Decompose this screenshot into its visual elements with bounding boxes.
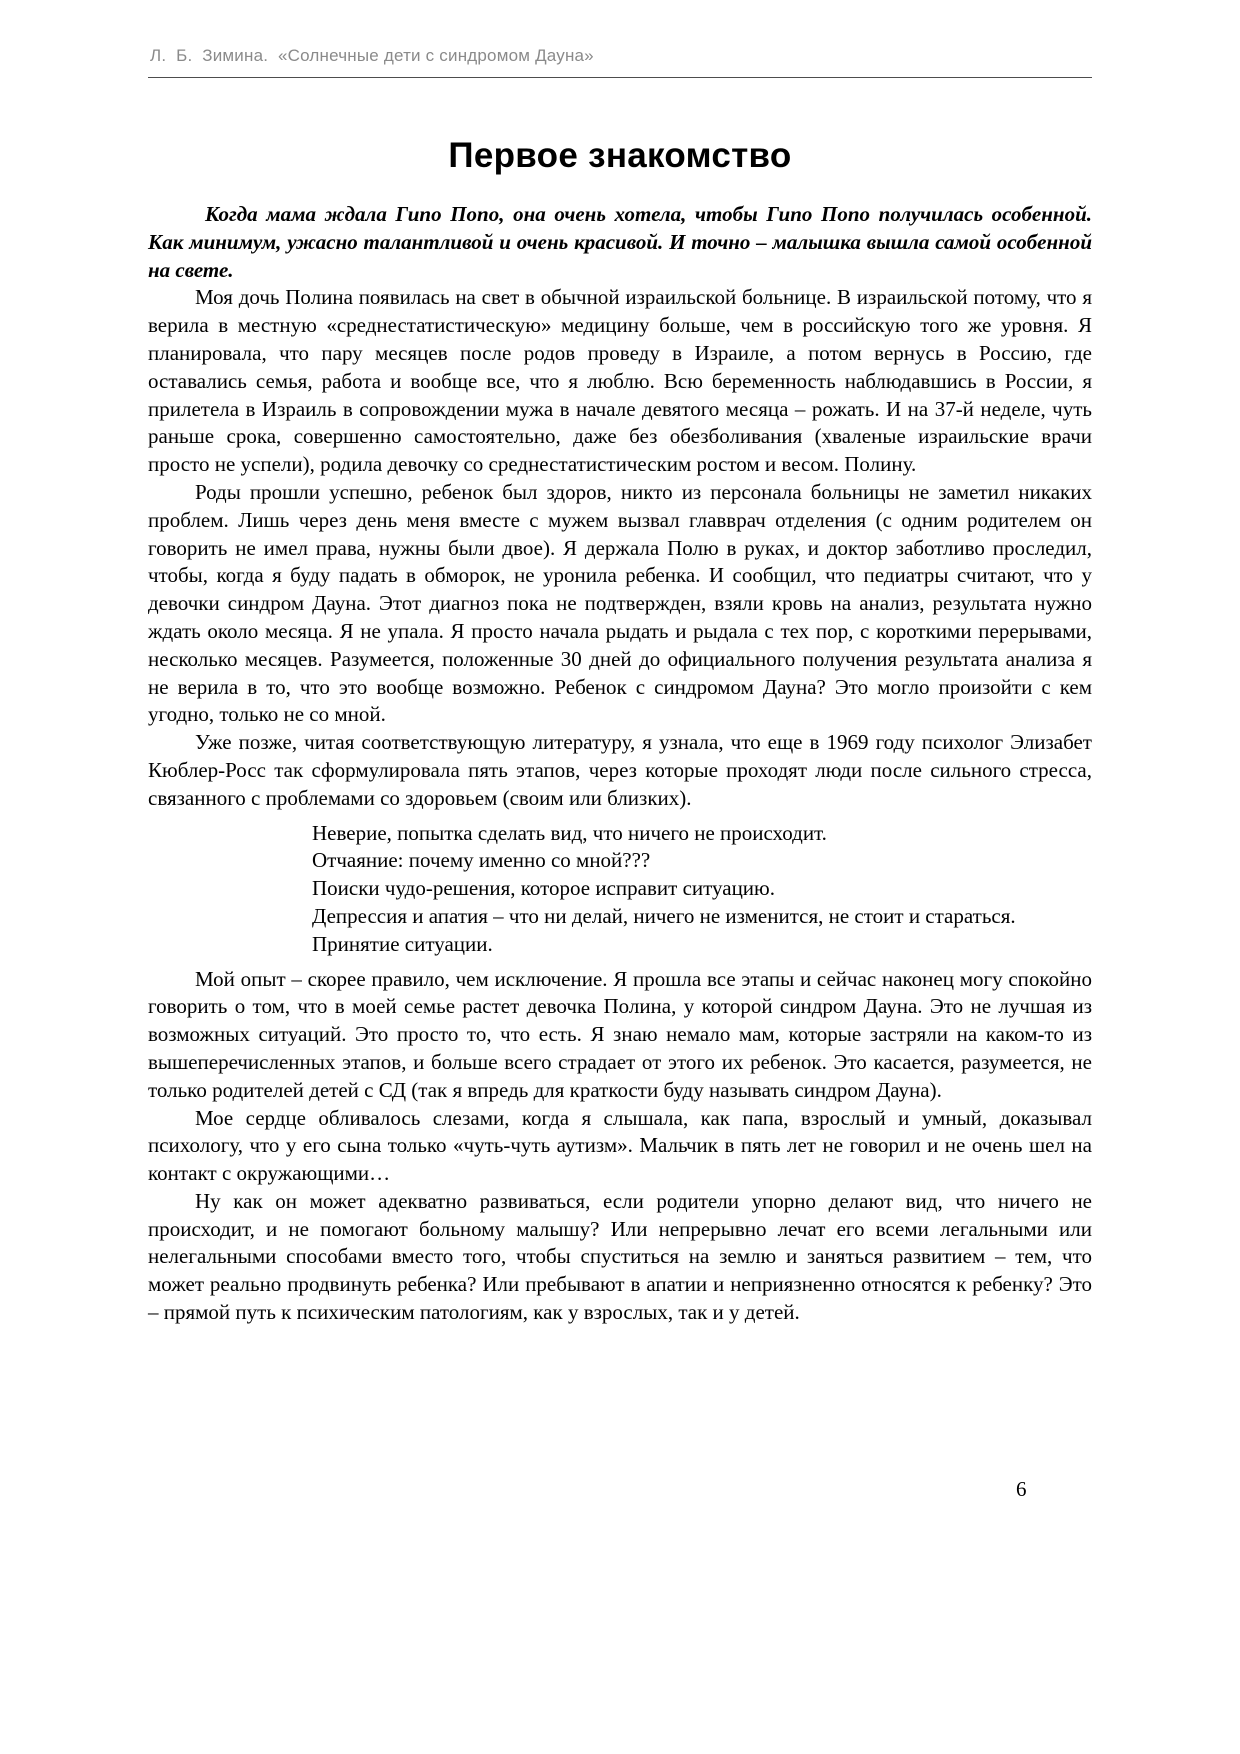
epigraph: Когда мама ждала Гипо Попо, она очень хотела, чтобы Гипо Попо получилась особенной. Как минимум, ужасно талантливой и очень красивой. И точно – малышка вышла самой особенной на свете. [148,202,1092,282]
stage-item: Принятие ситуации. [312,931,493,956]
stages-list [265,820,1092,959]
stage-item: Отчаяние: почему именно со мной??? [312,848,651,873]
paragraph: Ну как он может адекватно развиваться, если родители упорно делают вид, что ничего не происходит, и не помогают больному малышу? Или непрерывно лечат его всеми легальными или нелегальными способами вместо того, чтобы спуститься на землю и заняться развитием – тем, что может реально продвинуть ребенка? Или пребывают в апатии и неприязненно относятся к ребенку? Это – прямой путь к психическим патологиям, как у взрослых, так и у детей. [148,1188,1092,1325]
stage-item: Неверие, попытка сделать вид, что ничего не происходит. [312,820,827,845]
header-divider [148,77,1092,78]
chapter-body [148,201,1092,1327]
running-title: Л. Б. Зимина. «Солнечные дети с синдромом Дауна» [150,46,594,65]
paragraph: Уже позже, читая соответствующую литературу, я узнала, что еще в 1969 году психолог Элизабет Кюблер-Росс так сформулировала пять этапов, через которые проходят люди после сильного стресса, связанного с проблемами со здоровьем (своим или близких). [148,730,1092,810]
paragraph: Роды прошли успешно, ребенок был здоров, никто из персонала больницы не заметил никаких проблем. Лишь через день меня вместе с мужем вызвал главврач отделения (с одним родителем он говорить не имел права, нужны были двое). Я держала Полю в руках, и доктор заботливо проследил, чтобы, когда я буду падать в обморок, не уронила ребенка. И сообщил, что педиатры считают, что у девочки синдром Дауна. Этот диагноз пока не подтвержден, взяли кровь на анализ, результата нужно ждать около месяца. Я не упала. Я просто начала рыдать и рыдала с тех пор, с короткими перерывами, несколько месяцев. Разумеется, положенные 30 дней до официального получения результата анализа я не верила в то, что это вообще возможно. Ребенок с синдромом Дауна? Это могло произойти с кем угодно, только не со мной. [148,479,1092,727]
page-number: 6 [1016,1477,1027,1501]
stage-item: Поиски чудо-решения, которое исправит ситуацию. [312,876,775,901]
paragraph: Мое сердце обливалось слезами, когда я слышала, как папа, взрослый и умный, доказывал психологу, что у его сына только «чуть-чуть аутизм». Мальчик в пять лет не говорил и не очень шел на контакт с окружающими… [148,1105,1092,1186]
paragraph: Мой опыт – скорее правило, чем исключение. Я прошла все этапы и сейчас наконец могу спокойно говорить о том, что в моей семье растет девочка Полина, у которой синдром Дауна. Это не лучшая из возможных ситуаций. Это просто то, что есть. Я знаю немало мам, которые застряли на каком-то из вышеперечисленных этапов, и больше всего страдает от этого их ребенок. Это касается, разумеется, не только родителей детей с СД (так я впредь для краткости буду называть синдром Дауна). [148,966,1092,1102]
stage-item: Депрессия и апатия – что ни делай, ничего не изменится, не стоит и стараться. [312,903,1016,928]
paragraph: Моя дочь Полина появилась на свет в обычной израильской больнице. В израильской потому, что я верила в местную «среднестатистическую» медицину больше, чем в российскую того же уровня. Я планировала, что пару месяцев после родов проведу в Израиле, а потом вернусь в Россию, где оставались семья, работа и вообще все, что я люблю. Всю беременность наблюдавшись в России, я прилетела в Израиль в сопровождении мужа в начале девятого месяца – рожать. И на 37-й неделе, чуть раньше срока, совершенно самостоятельно, даже без обезболивания (хваленые израильские врачи просто не успели), родила девочку со среднестатистическим ростом и весом. Полину. [148,285,1092,477]
page-header [148,46,1092,78]
chapter-title: Первое знакомство [448,136,792,175]
